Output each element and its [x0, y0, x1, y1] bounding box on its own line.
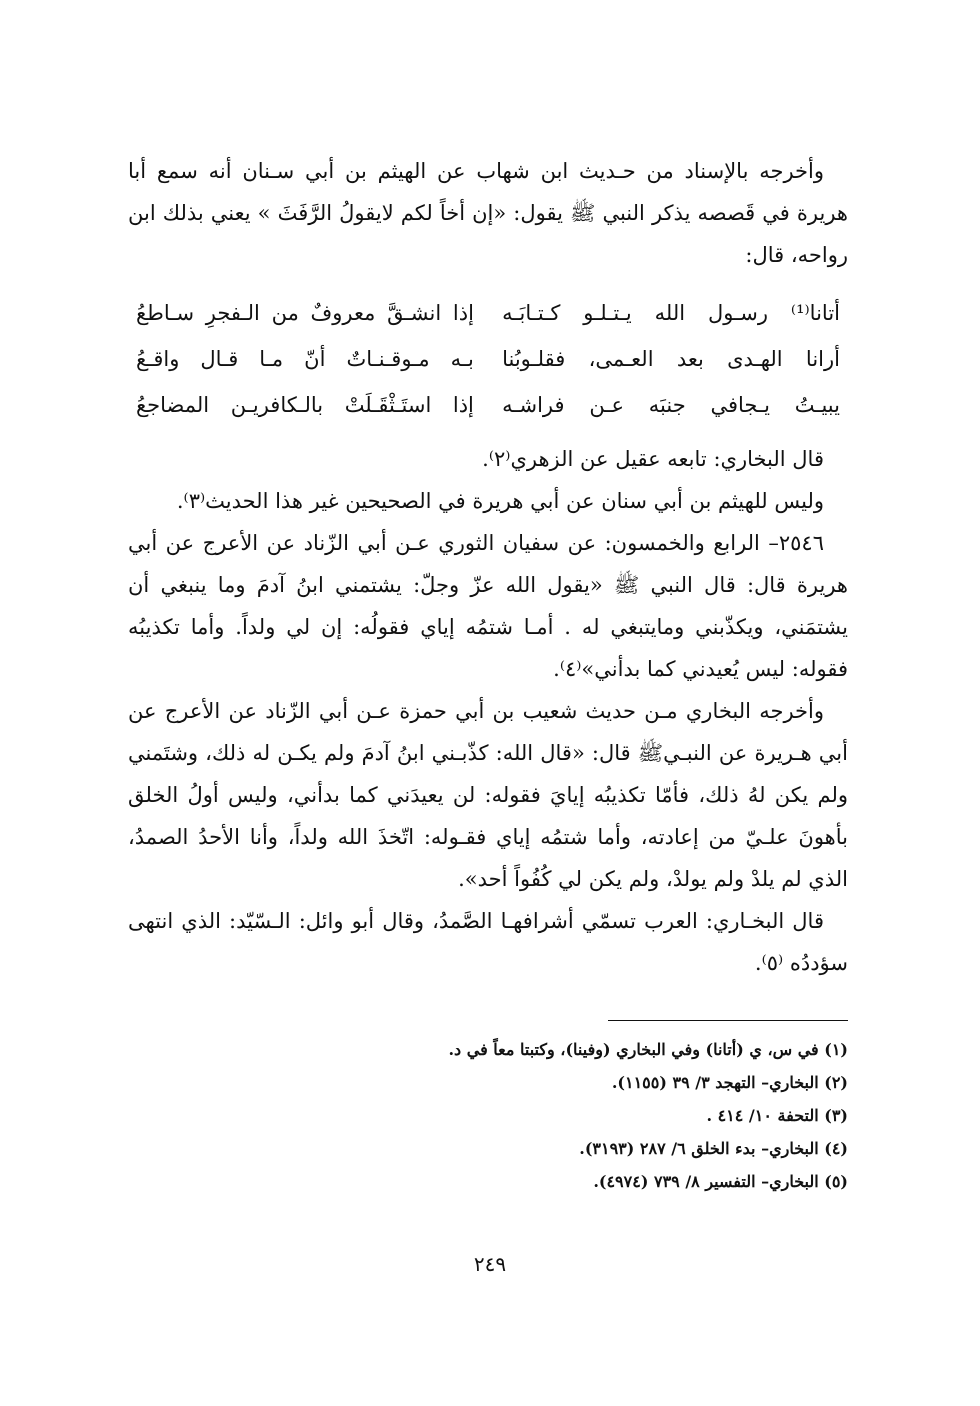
- footnotes-list: [128, 1033, 848, 1198]
- footnote-separator: [608, 1020, 848, 1021]
- verse-second-hemistich: إذا انشـقَّ معروفٌ من الـفجرِ سـاطعُ: [136, 301, 474, 325]
- paragraph-bukhari-samad: قال البخـاري: العرب تسمّي أشرافهـا الصَّمدُ، وقال أبو وائل: الـسّيّد: الذي انتهى سؤددُه ⁽٥⁾.: [128, 909, 848, 975]
- poem-verse-3: [136, 382, 840, 428]
- poem-verses: [128, 290, 848, 428]
- verse-first-hemistich: يبيـتُ يـجافي جنبَه عـن فراشـه: [502, 393, 840, 417]
- poem-verse-1: [136, 290, 840, 336]
- paragraph-intro: وأخرجه بالإسناد من حـديث ابن شهاب عن الهيثم بن أبي سـنان أنه سمع أبا هريرة في قَصصه يذكر النبي ﷺ يقول: «إن أخاً لكم لايقولُ الرَّفَثَ » يعني بذلك ابن رواحه، قال:: [128, 159, 848, 267]
- paragraph-haytham-note: وليس للهيثم بن أبي سنان عن أبي هريرة في الصحيحين غير هذا الحديث⁽٣⁾.: [176, 489, 824, 513]
- paragraph-bukhari-variant: وأخرجه البخاري مـن حديث شعيب بن أبي حمزة عـن أبي الزّناد عن الأعرج عن أبي هـريرة عن النبـيﷺ قال: «قال الله: كذّبـني ابنُ آدمَ ولم يكـن له ذلك، وشتَمني ولم يكن لهُ ذلك، فأمّا تكذيبُه إيايَ فقوله: لن يعيدَني كما بدأني، وليس أولُ الخلق بأهونَ علـيّ من إعادته، وأما شتمُه إياي فقـوله: اتّخذَ الله ولداً، وأنا الأحدُ الصمدُ، الذي لم يلدْ ولم يولدْ، ولم يكن لي كُفُواً أحد».: [128, 699, 848, 891]
- footnote-1: (١) في س، ي (أتانا) وفي البخاري (وفينا)، وكتبتا معاً في د.: [448, 1040, 848, 1059]
- page-number: ٢٤٩: [473, 1252, 507, 1276]
- verse-second-hemistich: إذا استَـثْقَـلَتْ بالـكافريـن المضاجعُ: [136, 393, 474, 417]
- footnote-4: (٤) البخاري– بدء الخلق ٦/ ٢٨٧ (٣١٩٣).: [579, 1139, 848, 1158]
- footnote-5: (٥) البخاري– التفسير ٨/ ٧٣٩ (٤٩٧٤).: [593, 1172, 848, 1191]
- paragraph-bukhari-note: قال البخاري: تابعه عقيل عن الزهري⁽٢⁾.: [482, 447, 824, 471]
- verse-first-hemistich: أتانا⁽¹⁾ رسـول الله يـتـلـو كـتـابَـه: [502, 301, 840, 325]
- paragraph-hadith-2546: ٢٥٤٦– الرابع والخمسون: عن سفيان الثوري عـن أبي الزّناد عن الأعرج عن أبي هريرة قال: قال النبي ﷺ «يقول الله عزّ وجلّ: يشتمني ابنُ آدمَ وما ينبغي أن يشتمَني، ويكذّبني ومايتبغي له . أمـا شتمُه إياي فقولُه: إن لي ولداً. وأما تكذيبُه فقوله: ليس يُعيدني كما بدأني»⁽٤⁾.: [128, 531, 848, 681]
- verse-first-hemistich: أرانا الهـدى بعد العـمى، فقلـوبُنا: [502, 347, 840, 371]
- poem-verse-2: [136, 336, 840, 382]
- footnote-2: (٢) البخاري– التهجد ٣/ ٣٩ (١١٥٥).: [611, 1073, 848, 1092]
- verse-second-hemistich: بـه مـوقـنـاتٌ أنّ مـا قـال واقـعُ: [136, 347, 474, 371]
- footnote-3: (٣) التحفة ١٠/ ٤١٤ .: [706, 1106, 848, 1125]
- page-body: [128, 150, 848, 1198]
